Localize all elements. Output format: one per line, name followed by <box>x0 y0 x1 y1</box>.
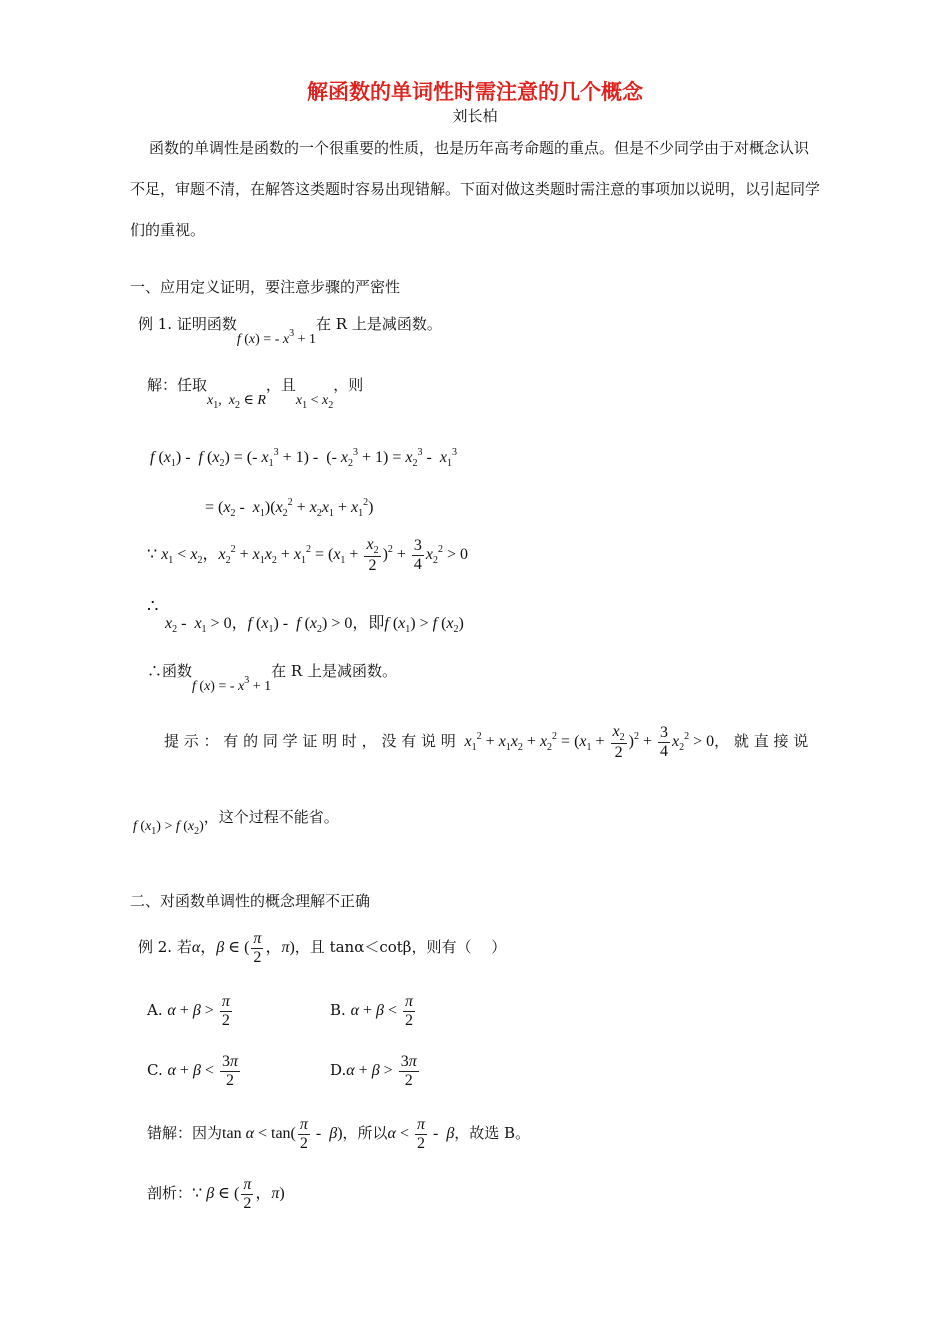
conclusion-label: ∴函数 <box>147 662 193 680</box>
wrong-tail: ，故选 B。 <box>454 1123 531 1142</box>
example1-label: 例 1. 证明函数 <box>138 315 237 333</box>
option-a-formula: α + β > $\frac{\pi}{2}$ <box>167 993 230 1029</box>
wrong-label: 错解：因为 <box>147 1123 223 1142</box>
conclusion-tail: 在 R 上是减函数。 <box>271 662 397 680</box>
hint-formula: $x_1^2 + x_1x_2 + x_2^2 = (x_1$ + $\frac{x_2}{2}$ )$^2$ + $\frac{3}{4}$ $x_2^2 > 0$ <box>464 723 715 761</box>
option-c <box>147 1053 242 1089</box>
solution-then: ，则 <box>333 376 364 394</box>
example1 <box>138 313 442 347</box>
option-b-formula: α + β < $\frac{\pi}{2}$ <box>350 993 414 1029</box>
conclusion-formula: f (x) = - $x^3 + 1$ <box>192 675 272 694</box>
option-b-label: B. <box>330 1000 346 1019</box>
analysis-label: 剖析： <box>147 1183 193 1202</box>
analysis-because-symbol: ∵ <box>192 1184 203 1202</box>
author: 刘长柏 <box>452 107 498 125</box>
option-a-label: A. <box>147 1000 163 1019</box>
section2-heading: 二、对函数单调性的概念理解不正确 <box>130 892 371 910</box>
because-symbol: ∵ <box>147 545 158 563</box>
wrong-formula-1: tan α < tan( $\frac{\pi}{2}$ - β) <box>222 1116 343 1152</box>
therefore-symbol: ∴ <box>147 596 159 617</box>
hint-end-text: ，这个过程不能省。 <box>203 808 339 826</box>
wrong-solution <box>147 1116 530 1152</box>
difference-line-2: = $(x_2 - x_1)(x_2^2 + x_2x_1 + x_1^2)$ <box>205 497 374 519</box>
option-c-formula: α + β < $\frac{3\pi}{2}$ <box>167 1053 238 1089</box>
option-c-label: C. <box>147 1060 163 1079</box>
hint-line <box>164 723 808 762</box>
order-condition: $x_1 < x_2$ <box>295 393 334 411</box>
hint-label: 提 示 ： 有 的 同 学 证 明 时 ， 没 有 说 明 <box>164 731 456 750</box>
equiv-label: 即 <box>368 615 385 632</box>
wrong-formula-2: α < $\frac{\pi}{2}$ - β <box>387 1116 455 1152</box>
option-d-label: D. <box>330 1060 347 1079</box>
solution-label: 解：任取 <box>147 376 208 394</box>
example2-mid: ，且 tanα＜cotβ，则有（ ） <box>294 937 507 956</box>
solution-and: ，且 <box>265 376 296 394</box>
solution-intro <box>147 374 364 411</box>
conclusion <box>147 660 397 694</box>
variables-in-R: $x_1$, $x_2$ ∈ R <box>207 393 266 411</box>
option-b <box>330 993 417 1029</box>
function-formula: f (x) = - $x^3 + 1$ <box>236 328 316 347</box>
hint-end-formula: f $(x_1) > f$ $(x_2)$ <box>133 819 204 837</box>
intro-paragraph: 函数的单调性是函数的一个很重要的性质，也是历年高考命题的重点。但是不少同学由于对概念认识不足，审题不清，在解答这类题时容易出现错解。下面对做这类题时需注意的事项加以说明，以引起同学们的重视。 <box>130 139 821 239</box>
analysis <box>147 1176 285 1212</box>
option-d <box>330 1053 421 1089</box>
wrong-mid: ，所以 <box>342 1123 388 1142</box>
example2-label: 例 2. 若 <box>138 937 192 956</box>
example2-condition: α，β ∈ ( $\frac{\pi}{2}$ ，π) <box>191 930 295 966</box>
example1-tail: 在 R 上是减函数。 <box>316 315 442 333</box>
option-a <box>147 993 234 1029</box>
option-d-formula: α + β > $\frac{3\pi}{2}$ <box>346 1053 417 1089</box>
analysis-formula: ∵ β ∈ ( $\frac{\pi}{2}$ ，π) <box>192 1176 285 1212</box>
therefore-line: $x_2 - x_1 > 0$，f $(x_1)$ - f $(x_2) > 0$，即f $(x_1) > f$ $(x_2)$ <box>165 615 464 635</box>
example2 <box>138 930 506 966</box>
page-title: 解函数的单词性时需注意的几个概念 <box>307 80 643 104</box>
hint-tail: ， 就 直 接 说 <box>714 731 809 750</box>
hint-end-line <box>133 806 339 837</box>
difference-line-1: f $(x_1)$ - f $(x_2)$ = (- $x_1^3 + 1$) - (- $x_2^3 + 1) = x_2^3 - x_1^3$ <box>150 447 457 469</box>
because-line: ∵ $x_1 < x_2$，$x_2^2 + x_1x_2 + x_1^2 = (x_1$ + $\frac{x_2}{2}$ )$^2$ + $\frac{3}{4}$ $x_2^2 > 0$ <box>147 536 469 574</box>
section1-heading: 一、应用定义证明，要注意步骤的严密性 <box>130 278 401 296</box>
